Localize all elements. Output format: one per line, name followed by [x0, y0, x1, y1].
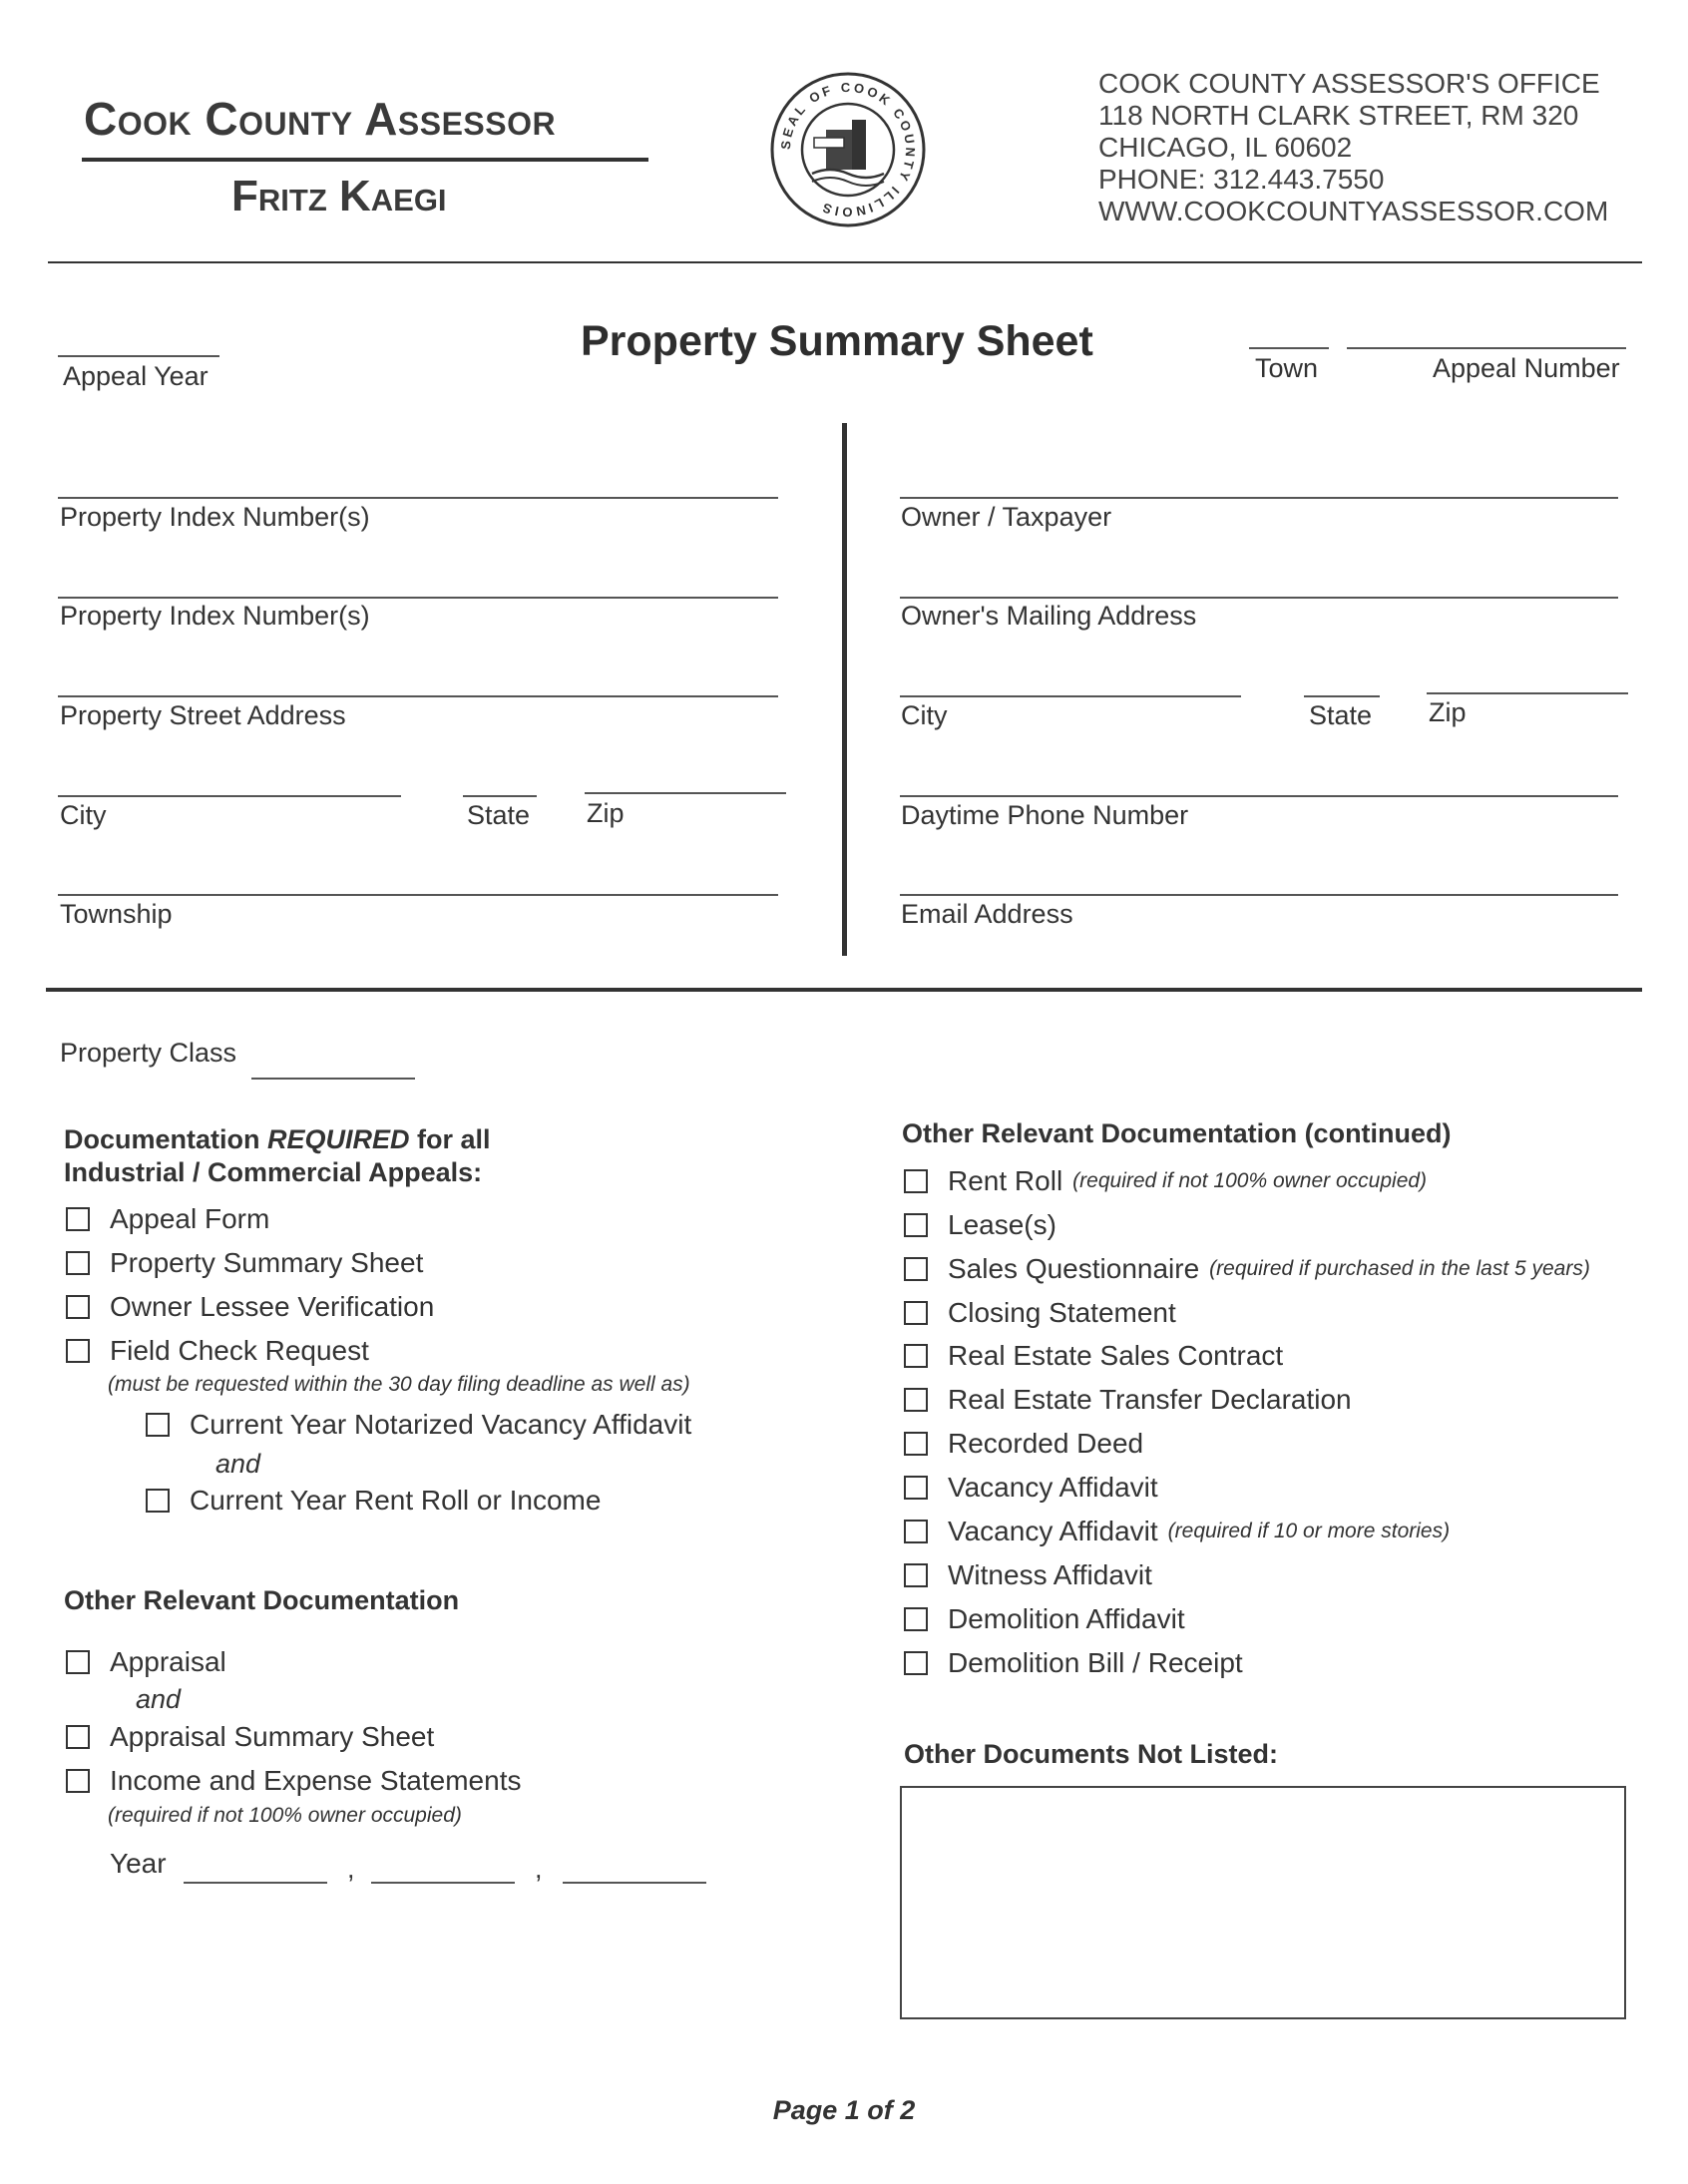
income-note: (required if not 100% owner occupied): [108, 1804, 462, 1827]
checkbox-label: Vacancy Affidavit: [948, 1472, 1158, 1503]
owner-mailing-field[interactable]: [900, 597, 1618, 599]
checkbox-box[interactable]: [904, 1432, 928, 1456]
property-state-field[interactable]: [463, 795, 537, 797]
checkbox-label: Lease(s): [948, 1209, 1056, 1240]
required-docs-title: Documentation REQUIRED for all Industrial / Commercial Appeals:: [64, 1124, 491, 1187]
checkbox-label: Current Year Notarized Vacancy Affidavit: [190, 1409, 692, 1440]
email-label: Email Address: [901, 899, 1073, 929]
office-name: COOK COUNTY ASSESSOR'S OFFICE: [1098, 68, 1600, 99]
checkbox-box[interactable]: [904, 1344, 928, 1368]
assessor-title: Cook County Assessor: [84, 93, 557, 145]
checkbox-label: Real Estate Sales Contract: [948, 1340, 1284, 1371]
checkbox-box[interactable]: [904, 1563, 928, 1587]
checkbox-label: Appeal Form: [110, 1203, 270, 1234]
checkbox-label: Rent Roll: [948, 1165, 1063, 1196]
property-street-field[interactable]: [58, 695, 778, 697]
and-text: and: [215, 1449, 261, 1479]
vacancy-affidavit-2-checkbox[interactable]: [904, 1516, 1450, 1547]
field-check-note: (must be requested within the 30 day filing deadline as well as): [108, 1373, 690, 1396]
other-documents-textarea[interactable]: [900, 1786, 1626, 2019]
checkbox-label: Field Check Request: [110, 1335, 369, 1366]
checkbox-box[interactable]: [904, 1257, 928, 1281]
checkbox-label: Vacancy Affidavit: [948, 1516, 1158, 1546]
checkbox-note: (required if not 100% owner occupied): [1072, 1169, 1428, 1192]
county-seal: [768, 70, 928, 229]
rent-roll-income-checkbox[interactable]: [146, 1485, 601, 1517]
pin2-label: Property Index Number(s): [60, 601, 370, 631]
section-divider: [46, 988, 1642, 992]
appeal-number-field[interactable]: [1347, 347, 1626, 349]
leases-checkbox[interactable]: [904, 1209, 1056, 1241]
checkbox-note: (required if purchased in the last 5 years): [1209, 1257, 1590, 1280]
field-check-checkbox[interactable]: [66, 1335, 369, 1367]
page-number: Page 1 of 2: [772, 2095, 916, 2125]
column-divider: [842, 423, 847, 956]
pin1-field[interactable]: [58, 497, 778, 499]
checkbox-box[interactable]: [904, 1213, 928, 1237]
year-field-3[interactable]: [563, 1882, 706, 1884]
appeal-number-label: Appeal Number: [1433, 353, 1620, 383]
and-text: and: [136, 1684, 182, 1714]
owner-name-field[interactable]: [900, 497, 1618, 499]
other-docs-continued-title: Other Relevant Documentation (continued): [902, 1118, 1452, 1148]
checkbox-box[interactable]: [904, 1607, 928, 1631]
owner-name-label: Owner / Taxpayer: [901, 502, 1112, 532]
property-summary-checkbox[interactable]: [66, 1247, 423, 1279]
checkbox-box[interactable]: [146, 1489, 170, 1513]
appraisal-checkbox[interactable]: [66, 1646, 226, 1678]
property-state-label: State: [467, 800, 531, 830]
checkbox-label: Witness Affidavit: [948, 1559, 1152, 1590]
year-comma-1: ,: [347, 1854, 355, 1884]
vacancy-affidavit-1-checkbox[interactable]: [904, 1472, 1158, 1504]
checkbox-label: Property Summary Sheet: [110, 1247, 424, 1278]
office-website[interactable]: WWW.COOKCOUNTYASSESSOR.COM: [1098, 196, 1609, 226]
witness-affidavit-checkbox[interactable]: [904, 1559, 1152, 1591]
checkbox-label: Demolition Affidavit: [948, 1603, 1185, 1634]
header-divider: [48, 261, 1642, 263]
owner-city-field[interactable]: [900, 695, 1241, 697]
checkbox-label: Demolition Bill / Receipt: [948, 1647, 1243, 1678]
title-underline: [82, 158, 648, 162]
transfer-declaration-checkbox[interactable]: [904, 1384, 1352, 1416]
office-address: [1098, 68, 1608, 227]
town-field[interactable]: [1249, 347, 1329, 349]
checkbox-label: Closing Statement: [948, 1297, 1176, 1328]
pin2-field[interactable]: [58, 597, 778, 599]
checkbox-box[interactable]: [146, 1413, 170, 1437]
owner-lessee-checkbox[interactable]: [66, 1291, 434, 1323]
year-comma-2: ,: [535, 1854, 543, 1884]
checkbox-box[interactable]: [66, 1725, 90, 1749]
other-docs-title: Other Relevant Documentation: [64, 1585, 460, 1615]
assessor-name: Fritz Kaegi: [231, 172, 447, 220]
checkbox-box[interactable]: [66, 1769, 90, 1793]
recorded-deed-checkbox[interactable]: [904, 1428, 1143, 1460]
required-emphasis: REQUIRED: [267, 1124, 410, 1154]
email-field[interactable]: [900, 894, 1618, 896]
checkbox-label: Real Estate Transfer Declaration: [948, 1384, 1352, 1415]
year-field-1[interactable]: [184, 1882, 327, 1884]
property-class-label: Property Class: [60, 1038, 237, 1068]
property-city-label: City: [60, 800, 107, 830]
office-city: CHICAGO, IL 60602: [1098, 132, 1353, 163]
income-expense-checkbox[interactable]: [66, 1765, 521, 1797]
checkbox-box[interactable]: [66, 1650, 90, 1674]
township-label: Township: [60, 899, 173, 929]
demolition-bill-checkbox[interactable]: [904, 1647, 1243, 1679]
vacancy-affidavit-checkbox[interactable]: [146, 1409, 691, 1441]
property-zip-field[interactable]: [585, 792, 786, 794]
checkbox-label: Appraisal Summary Sheet: [110, 1721, 435, 1752]
property-street-label: Property Street Address: [60, 700, 346, 730]
appraisal-summary-checkbox[interactable]: [66, 1721, 434, 1753]
property-class-field[interactable]: [251, 1078, 415, 1080]
township-field[interactable]: [58, 894, 778, 896]
demolition-affidavit-checkbox[interactable]: [904, 1603, 1185, 1635]
other-not-listed-title: Other Documents Not Listed:: [904, 1739, 1279, 1769]
checkbox-box[interactable]: [904, 1301, 928, 1325]
daytime-phone-field[interactable]: [900, 795, 1618, 797]
checkbox-box[interactable]: [904, 1520, 928, 1543]
sales-contract-checkbox[interactable]: [904, 1340, 1283, 1372]
owner-zip-label: Zip: [1429, 697, 1467, 727]
seal-text: SEAL OF COOK COUNTY ILLINOIS: [777, 79, 919, 220]
pin1-label: Property Index Number(s): [60, 502, 370, 532]
checkbox-box[interactable]: [66, 1251, 90, 1275]
office-phone: PHONE: 312.443.7550: [1098, 164, 1385, 195]
checkbox-label: Recorded Deed: [948, 1428, 1144, 1459]
year-field-2[interactable]: [371, 1882, 515, 1884]
checkbox-label: Sales Questionnaire: [948, 1253, 1200, 1284]
checkbox-box[interactable]: [904, 1476, 928, 1500]
closing-statement-checkbox[interactable]: [904, 1297, 1176, 1329]
checkbox-box[interactable]: [66, 1295, 90, 1319]
owner-state-field[interactable]: [1304, 695, 1380, 697]
property-zip-label: Zip: [587, 798, 625, 828]
checkbox-label: Income and Expense Statements: [110, 1765, 522, 1796]
checkbox-note: (required if 10 or more stories): [1167, 1520, 1451, 1542]
checkbox-label: Owner Lessee Verification: [110, 1291, 435, 1322]
town-label: Town: [1255, 353, 1319, 383]
form-title: Property Summary Sheet: [581, 317, 1093, 365]
sales-questionnaire-checkbox[interactable]: [904, 1253, 1590, 1285]
checkbox-label: Appraisal: [110, 1646, 226, 1677]
owner-mailing-label: Owner's Mailing Address: [901, 601, 1197, 631]
appeal-form-checkbox[interactable]: [66, 1203, 269, 1235]
owner-state-label: State: [1309, 700, 1373, 730]
appeal-year-field[interactable]: [58, 355, 219, 357]
checkbox-label: Current Year Rent Roll or Income: [190, 1485, 602, 1516]
daytime-phone-label: Daytime Phone Number: [901, 800, 1189, 830]
rent-roll-checkbox[interactable]: [904, 1165, 1427, 1197]
checkbox-box[interactable]: [66, 1339, 90, 1363]
property-city-field[interactable]: [58, 795, 401, 797]
year-label: Year: [110, 1848, 167, 1879]
checkbox-box[interactable]: [904, 1388, 928, 1412]
checkbox-box[interactable]: [66, 1207, 90, 1231]
checkbox-box[interactable]: [904, 1651, 928, 1675]
owner-city-label: City: [901, 700, 948, 730]
owner-zip-field[interactable]: [1427, 692, 1628, 694]
checkbox-box[interactable]: [904, 1169, 928, 1193]
seal-icon: [768, 70, 928, 229]
office-street: 118 NORTH CLARK STREET, RM 320: [1098, 100, 1579, 131]
appeal-year-label: Appeal Year: [63, 361, 209, 391]
